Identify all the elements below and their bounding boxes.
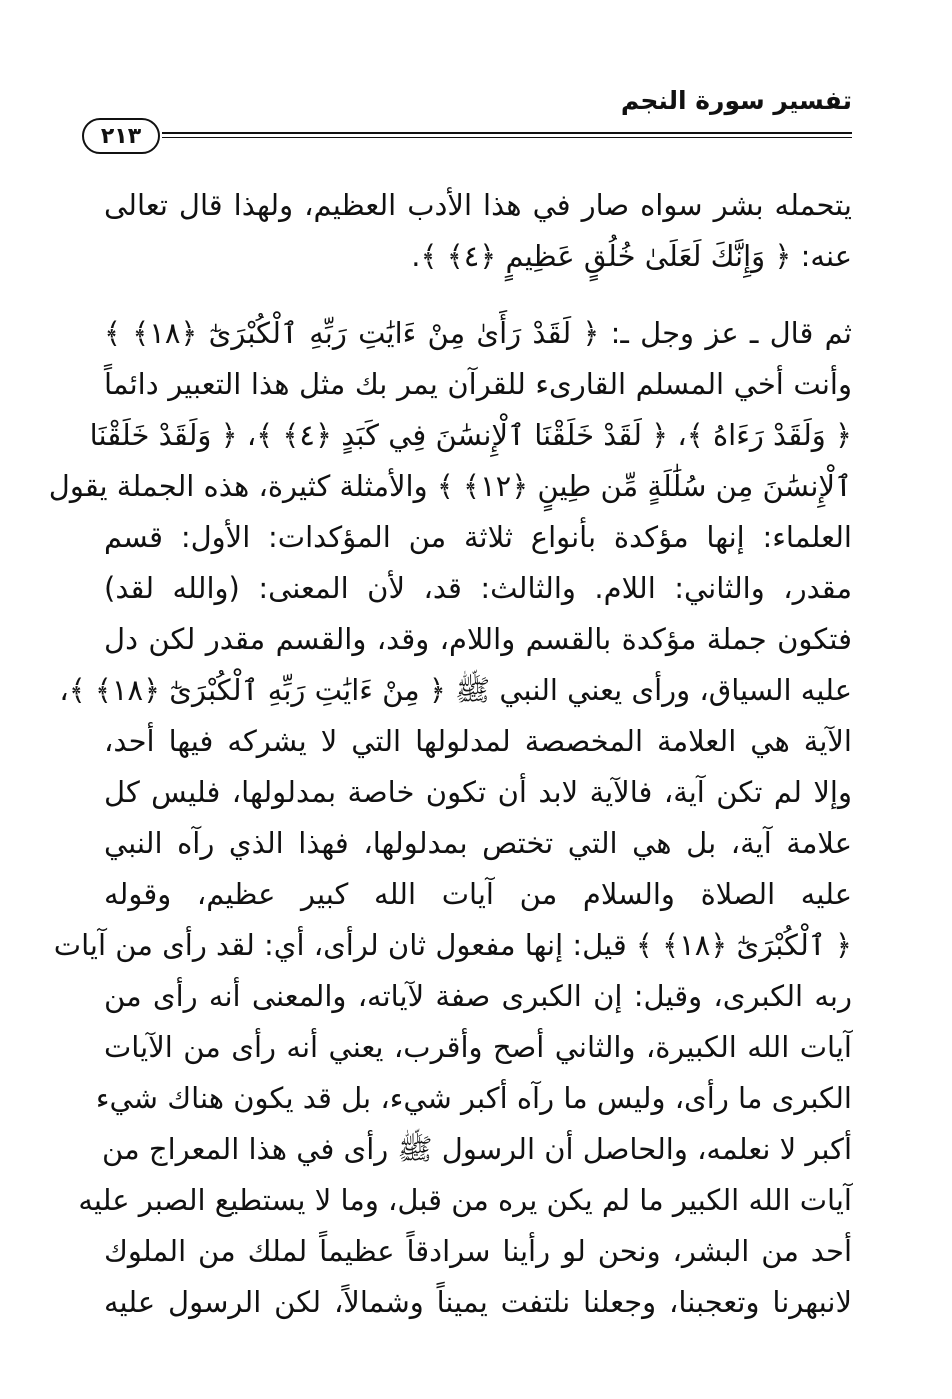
text-line: ﴿ وَلَقَدْ رَءَاهُ ﴾، ﴿ لَقَدْ خَلَقْنَا ٱلْإِنسَٰنَ فِي كَبَدٍ ﴿٤﴾ ﴾، ﴿ وَلَقَدْ خَلَقْنَا <box>89 418 852 452</box>
text-line: العلماء: إنها مؤكدة بأنواع ثلاثة من المؤكدات: الأول: قسم <box>104 520 852 554</box>
text-line: يتحمله بشر سواه صار في هذا الأدب العظيم، ولهذا قال تعالى <box>104 188 852 222</box>
text-line: أكبر لا نعلمه، والحاصل أن الرسول ﷺ رأى في هذا المعراج من <box>102 1132 852 1166</box>
text-line: ﴿ ٱلْكُبْرَىٰٓ ﴿١٨﴾ ﴾ قيل: إنها مفعول ثان لرأى، أي: لقد رأى من آيات <box>53 928 852 962</box>
text-line: آيات الله الكبيرة، والثاني أصح وأقرب، يعني أنه رأى من الآيات <box>104 1030 852 1064</box>
text-line: الكبرى ما رأى، وليس ما رآه أكبر شيء، بل قد يكون هناك شيء <box>95 1081 852 1115</box>
text-line: ربه الكبرى، وقيل: إن الكبرى صفة لآياته، والمعنى أنه رأى من <box>104 979 852 1013</box>
text-line: آيات الله الكبير ما لم يكن يره من قبل، وما لا يستطيع الصبر عليه <box>78 1183 852 1217</box>
text-line: الآية هي العلامة المخصصة لمدلولها التي لا يشركه فيها أحد، <box>104 724 852 758</box>
text-line: مقدر، والثاني: اللام. والثالث: قد، لأن المعنى: (والله لقد) <box>104 571 852 605</box>
running-title: تفسير سورة النجم <box>620 86 852 115</box>
text-line: وأنت أخي المسلم القارىء للقرآن يمر بك مثل هذا التعبير دائماً <box>104 367 852 401</box>
text-line: وإلا لم تكن آية، فالآية لابد أن تكون خاصة بمدلولها، فليس كل <box>104 775 852 809</box>
body-text <box>48 180 853 1328</box>
text-line: ٱلْإِنسَٰنَ مِن سُلَٰلَةٍ مِّن طِينٍ ﴿١٢﴾ ﴾ والأمثلة كثيرة، هذه الجملة يقول <box>48 469 852 503</box>
page-number: ٢١٣ <box>82 118 160 154</box>
text-line: عنه: ﴿ وَإِنَّكَ لَعَلَىٰ خُلُقٍ عَظِيمٍ ﴿٤﴾ ﴾. <box>411 239 852 273</box>
text-line: علامة آية، بل هي التي تختص بمدلولها، فهذا الذي رآه النبي <box>104 826 852 860</box>
paragraph-1 <box>104 180 852 282</box>
text-line: أحد من البشر، ونحن لو رأينا سرادقاً عظيماً لملك من الملوك <box>104 1234 852 1268</box>
header-rule-thin <box>162 137 852 138</box>
text-line: عليه السياق، ورأى يعني النبي ﷺ ﴿ مِنْ ءَايَٰتِ رَبِّهِ ٱلْكُبْرَىٰٓ ﴿١٨﴾ ﴾، <box>59 673 852 707</box>
text-line: عليه الصلاة والسلام من آيات الله كبير عظيم، وقوله <box>104 877 852 911</box>
paragraph-2 <box>48 308 853 1328</box>
header-rule-thick <box>162 132 852 134</box>
text-line: ثم قال ـ عز وجل ـ: ﴿ لَقَدْ رَأَىٰ مِنْ ءَايَٰتِ رَبِّهِ ٱلْكُبْرَىٰٓ ﴿١٨﴾ ﴾ <box>104 316 853 350</box>
text-line: فتكون جملة مؤكدة بالقسم واللام، وقد، والقسم مقدر لكن دل <box>104 622 852 656</box>
text-line: لانبهرنا وتعجبنا، وجعلنا نلتفت يميناً وشمالاً، لكن الرسول عليه <box>104 1285 852 1319</box>
header-rule <box>82 118 852 158</box>
